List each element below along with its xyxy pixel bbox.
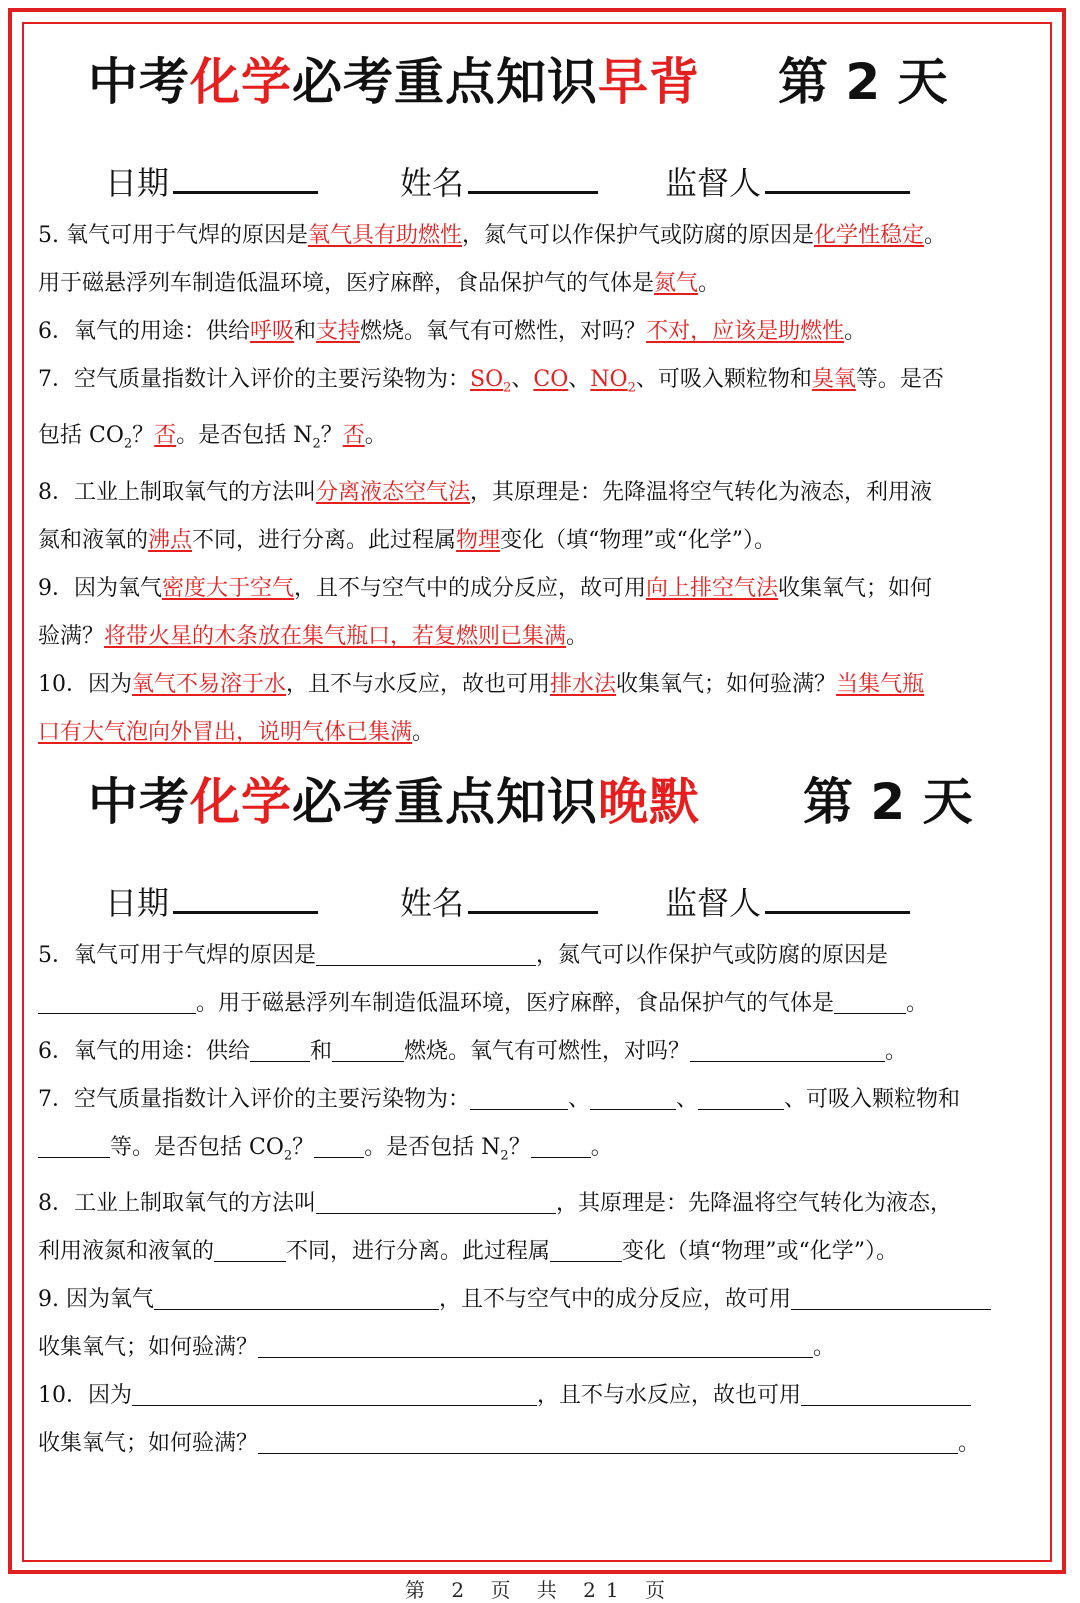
answer: 氮气 — [654, 271, 699, 296]
question-text: 利用液氮和液氧的 — [38, 1239, 215, 1265]
question-7 — [38, 356, 1038, 469]
title-session: 晚默 — [598, 773, 700, 831]
subscript: 2 — [627, 380, 636, 396]
answer: 密度大于空气 — [162, 575, 295, 601]
question-8 — [38, 469, 1038, 565]
answer-blank[interactable] — [531, 1131, 591, 1158]
question-text: 。 — [566, 623, 589, 649]
answer: 物理 — [456, 527, 501, 553]
answer-blank[interactable] — [791, 1283, 991, 1310]
subscript: 2 — [123, 436, 133, 452]
question-text: 9．因为氧气 — [38, 575, 162, 601]
answer: 将带火星的木条放在集气瓶口，若复燃则已集满 — [104, 623, 567, 649]
blank-question-8 — [38, 1180, 1038, 1276]
answer-blank[interactable] — [470, 1083, 568, 1110]
question-text: 。用于磁悬浮列车制造低温环境，医疗麻醉，食品保护气的气体是 — [196, 991, 835, 1016]
date-label: 日期 — [105, 164, 170, 202]
question-text: 8．工业上制取氧气的方法叫 — [38, 1191, 316, 1217]
question-text: 氮和液氧的 — [38, 527, 149, 553]
question-text: ？ — [508, 1135, 531, 1160]
name-field — [400, 158, 598, 204]
formula: SO — [470, 367, 504, 392]
page-number: 第 2 页 共 21 页 — [405, 1578, 675, 1602]
title-part: 必考重点知识 — [292, 773, 598, 831]
question-text: 8．工业上制取氧气的方法叫 — [38, 479, 316, 505]
question-text: 不同，进行分离。此过程属 — [192, 527, 457, 553]
answer-blank[interactable] — [154, 1283, 439, 1310]
separator: 、 — [568, 1087, 591, 1112]
answer-blank[interactable] — [590, 1083, 676, 1110]
morning-title — [88, 42, 700, 114]
blank-question-5 — [38, 932, 1038, 1028]
date-field — [105, 158, 318, 204]
question-9 — [38, 565, 1038, 661]
question-text: 收集氧气；如何验满？ — [616, 671, 837, 697]
answer: 氧气具有助燃性 — [307, 223, 462, 248]
question-text: ？ — [320, 423, 343, 449]
answer: 呼吸 — [250, 319, 295, 344]
evening-info-row — [0, 878, 1080, 928]
question-text: 。 — [364, 423, 387, 449]
name-line — [468, 881, 598, 914]
question-10 — [38, 661, 1038, 757]
separator: 、 — [676, 1087, 699, 1112]
answer-blank[interactable] — [690, 1035, 885, 1062]
formula: NO — [590, 367, 628, 392]
answer-blank[interactable] — [38, 987, 196, 1014]
question-text: 不同，进行分离。此过程属 — [286, 1239, 551, 1265]
morning-info-row — [0, 158, 1080, 208]
answer: CO — [533, 367, 569, 392]
question-text: ，其原理是：先降温将空气转化为液态，利用液 — [470, 479, 933, 505]
question-text: 。 — [590, 1135, 613, 1160]
question-text: 。是否包括 N — [176, 423, 313, 449]
question-text: 收集氧气；如何 — [778, 575, 933, 601]
supervisor-line — [765, 161, 910, 194]
question-text: 10．因为 — [38, 671, 132, 697]
answer-blank[interactable] — [314, 1131, 364, 1158]
separator: 、 — [511, 367, 534, 392]
subscript: 2 — [503, 380, 512, 396]
evening-questions — [38, 932, 1038, 1468]
question-text: 7．空气质量指数计入评价的主要污染物为： — [38, 1087, 470, 1112]
question-text: ，且不与空气中的成分反应，故可用 — [438, 1287, 791, 1313]
answer: 否 — [342, 423, 365, 449]
answer — [470, 367, 512, 396]
question-text: ，氮气可以作保护气或防腐的原因是 — [536, 943, 889, 968]
title-part: 中考 — [88, 53, 190, 111]
question-text: ，氮气可以作保护气或防腐的原因是 — [462, 223, 815, 248]
name-label: 姓名 — [400, 164, 465, 202]
answer: 否 — [154, 423, 177, 449]
answer: 臭氧 — [811, 367, 856, 392]
answer-blank[interactable] — [834, 987, 906, 1014]
question-text: 。 — [698, 271, 721, 296]
question-text: 9. 因为氧气 — [38, 1287, 154, 1313]
question-text: 。 — [906, 991, 929, 1016]
evening-day-label: 第 2 天 — [803, 773, 973, 831]
blank-question-7 — [38, 1076, 1038, 1180]
title-session: 早背 — [598, 53, 700, 111]
answer-blank[interactable] — [332, 1035, 404, 1062]
question-text: 等。是否 — [855, 367, 944, 392]
name-field — [400, 878, 598, 924]
question-text: 。 — [844, 319, 867, 344]
supervisor-field — [665, 158, 910, 204]
supervisor-label: 监督人 — [665, 884, 762, 922]
question-6 — [38, 308, 1038, 356]
title-part: 中考 — [88, 773, 190, 831]
supervisor-label: 监督人 — [665, 164, 762, 202]
answer-blank[interactable] — [698, 1083, 784, 1110]
date-field — [105, 878, 318, 924]
date-label: 日期 — [105, 884, 170, 922]
date-line — [173, 881, 318, 914]
title-subject: 化学 — [190, 773, 292, 831]
question-text: 。是否包括 N — [364, 1135, 501, 1160]
question-text: 和 — [294, 319, 317, 344]
separator: 、 — [568, 367, 591, 392]
blank-question-9 — [38, 1276, 1038, 1372]
answer-blank[interactable] — [316, 1187, 556, 1214]
answer: 当集气瓶 — [836, 671, 925, 697]
question-text: 10．因为 — [38, 1383, 132, 1409]
blank-question-10 — [38, 1372, 1038, 1468]
question-text: 。 — [958, 1431, 981, 1457]
subscript: 2 — [283, 1148, 293, 1164]
answer-blank[interactable] — [132, 1379, 537, 1406]
evening-title — [88, 762, 700, 834]
question-text: 收集氧气；如何验满？ — [38, 1431, 259, 1457]
answer-blank[interactable] — [214, 1235, 286, 1262]
question-text: 验满？ — [38, 623, 105, 649]
question-text: 用于磁悬浮列车制造低温环境，医疗麻醉，食品保护气的气体是 — [38, 271, 655, 296]
question-text: 包括 CO — [38, 423, 124, 449]
answer: 向上排空气法 — [646, 575, 779, 601]
question-text: 和 — [310, 1039, 333, 1064]
answer-blank[interactable] — [801, 1379, 971, 1406]
title-subject: 化学 — [190, 53, 292, 111]
question-text: 5．氧气可用于气焊的原因是 — [38, 943, 316, 968]
question-text: 6．氧气的用途：供给 — [38, 1039, 250, 1064]
question-text: 等。是否包括 CO — [110, 1135, 284, 1160]
answer: 口有大气泡向外冒出，说明气体已集满 — [38, 719, 413, 745]
question-text: 5. 氧气可用于气焊的原因是 — [38, 223, 308, 248]
question-text: 变化（填“物理”或“化学”）。 — [500, 527, 777, 553]
supervisor-line — [765, 881, 910, 914]
question-text: ？ — [292, 1135, 315, 1160]
question-text: 6．氧气的用途：供给 — [38, 319, 250, 344]
question-text: 。 — [885, 1039, 908, 1064]
answer-blank[interactable] — [258, 1427, 958, 1454]
question-text: ，且不与水反应，故也可用 — [286, 671, 551, 697]
answer: 氧气不易溶于水 — [132, 671, 287, 697]
question-text: 7．空气质量指数计入评价的主要污染物为： — [38, 367, 470, 392]
answer — [590, 367, 636, 396]
question-text: ，且不与空气中的成分反应，故可用 — [294, 575, 647, 601]
question-text: 燃烧。氧气有可燃性，对吗？ — [360, 319, 647, 344]
name-line — [468, 161, 598, 194]
answer: 不对，应该是助燃性 — [646, 319, 845, 344]
question-text: 燃烧。氧气有可燃性，对吗？ — [404, 1039, 691, 1064]
question-text: 收集氧气；如何验满？ — [38, 1335, 259, 1361]
supervisor-field — [665, 878, 910, 924]
name-label: 姓名 — [400, 884, 465, 922]
answer-blank[interactable] — [38, 1131, 110, 1158]
morning-day-label: 第 2 天 — [778, 53, 948, 111]
answer-blank[interactable] — [258, 1331, 813, 1358]
question-text: ，且不与水反应，故也可用 — [537, 1383, 802, 1409]
answer: 支持 — [316, 319, 361, 344]
answer: 化学性稳定 — [814, 223, 925, 248]
question-text: ，其原理是：先降温将空气转化为液态， — [556, 1191, 953, 1217]
question-text: 。 — [813, 1335, 836, 1361]
date-line — [173, 161, 318, 194]
subscript: 2 — [500, 1148, 509, 1164]
question-text: 、可吸入颗粒物和 — [784, 1087, 961, 1112]
title-part: 必考重点知识 — [292, 53, 598, 111]
answer: 分离液态空气法 — [316, 479, 471, 505]
answer-blank[interactable] — [316, 939, 536, 966]
answer-blank[interactable] — [250, 1035, 310, 1062]
blank-question-6 — [38, 1028, 1038, 1076]
answer: 排水法 — [550, 671, 617, 697]
question-5 — [38, 212, 1038, 308]
morning-questions — [38, 212, 1038, 757]
subscript: 2 — [312, 436, 321, 452]
answer: 沸点 — [148, 527, 193, 553]
question-text: 。 — [924, 223, 947, 248]
question-text: 。 — [412, 719, 435, 745]
question-text: 、可吸入颗粒物和 — [635, 367, 812, 392]
question-text: ？ — [132, 423, 155, 449]
answer-blank[interactable] — [550, 1235, 622, 1262]
question-text: 变化（填“物理”或“化学”）。 — [622, 1239, 899, 1265]
